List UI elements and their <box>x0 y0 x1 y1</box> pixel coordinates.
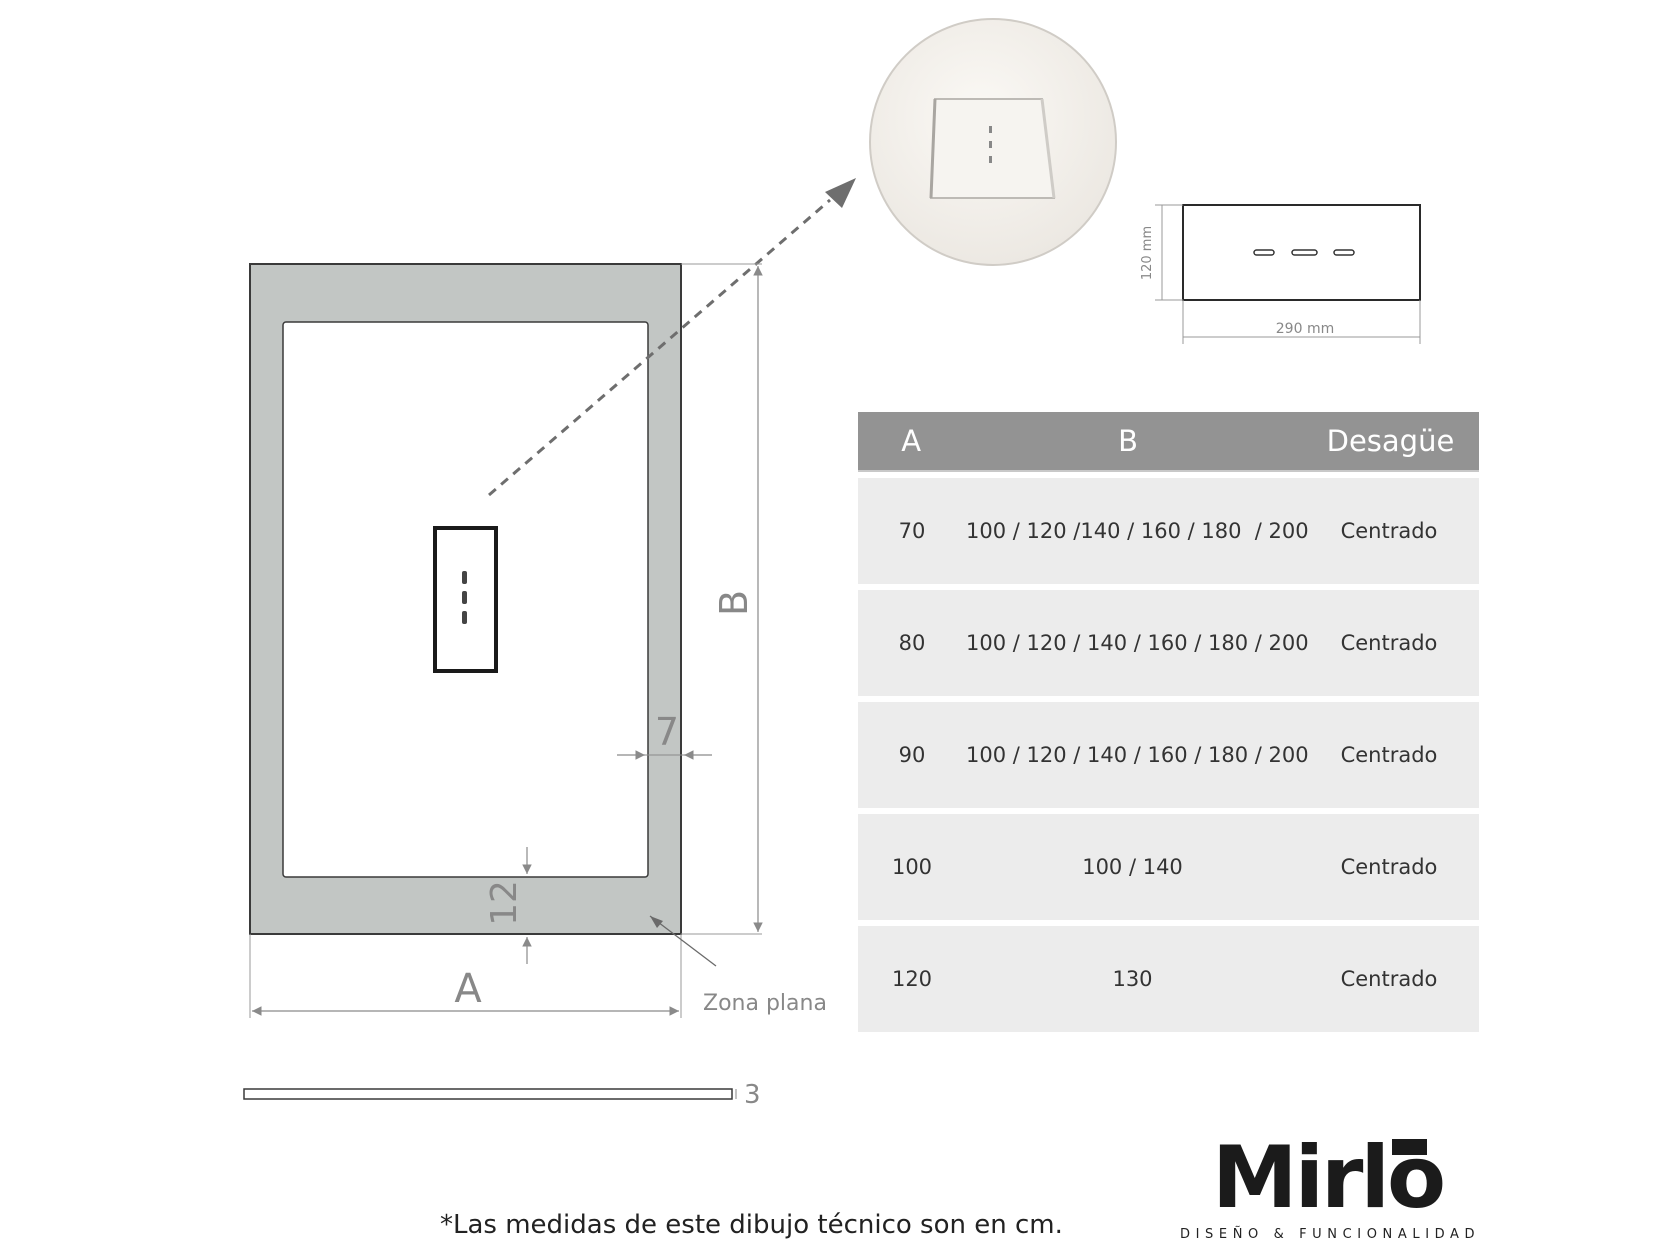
cell-b: 130 <box>1112 967 1153 991</box>
cell-b: 100 / 120 /140 / 160 / 180 / 200 <box>966 519 1309 543</box>
cell-a: 120 <box>891 967 933 991</box>
flat-zone-label: Zona plana <box>703 991 827 1016</box>
cell-b: 100 / 120 / 140 / 160 / 180 / 200 <box>966 743 1309 767</box>
cell-drain: Centrado <box>1340 855 1438 879</box>
cell-b: 100 / 140 <box>1082 855 1183 879</box>
header-b: B <box>1118 424 1139 458</box>
header-drain: Desagüe <box>1326 424 1455 458</box>
table-row <box>858 590 1479 696</box>
tray-thickness-profile <box>244 1080 761 1110</box>
drain-height-label: 120 mm <box>1140 225 1155 281</box>
dimension-b <box>681 264 762 934</box>
table-row <box>858 814 1479 920</box>
cell-a: 100 <box>891 855 933 879</box>
cell-drain: Centrado <box>1340 743 1438 767</box>
cell-drain: Centrado <box>1340 967 1438 991</box>
table-row <box>858 926 1479 1032</box>
drain-zoom-circle <box>870 19 1116 265</box>
cell-drain: Centrado <box>1340 631 1438 655</box>
label-b: B <box>712 589 756 617</box>
zoom-pointer-arrowhead <box>825 178 856 208</box>
label-a: A <box>454 966 482 1012</box>
brand-logo <box>1180 1128 1481 1242</box>
drain-detail <box>1140 205 1420 344</box>
footnote: *Las medidas de este dibujo técnico son en cm. <box>440 1210 1063 1240</box>
cell-drain: Centrado <box>1340 519 1438 543</box>
drain-width-label: 290 mm <box>1275 321 1335 337</box>
spec-table <box>858 412 1479 1032</box>
header-a: A <box>901 424 922 458</box>
table-row <box>858 702 1479 808</box>
cell-b: 100 / 120 / 140 / 160 / 180 / 200 <box>966 631 1309 655</box>
label-bottom-width: 12 <box>484 880 525 926</box>
brand-name: Mirlo <box>1212 1128 1444 1228</box>
thickness-label: 3 <box>744 1080 761 1110</box>
shower-tray-plan <box>250 264 681 934</box>
brand-tagline: DISEÑO & FUNCIONALIDAD <box>1180 1227 1481 1242</box>
table-row <box>858 478 1479 584</box>
cell-a: 90 <box>898 743 926 767</box>
label-edge-width: 7 <box>654 710 680 754</box>
dimension-a <box>250 934 681 1018</box>
cell-a: 80 <box>898 631 926 655</box>
cell-a: 70 <box>898 519 926 543</box>
spec-table-header <box>858 412 1479 472</box>
